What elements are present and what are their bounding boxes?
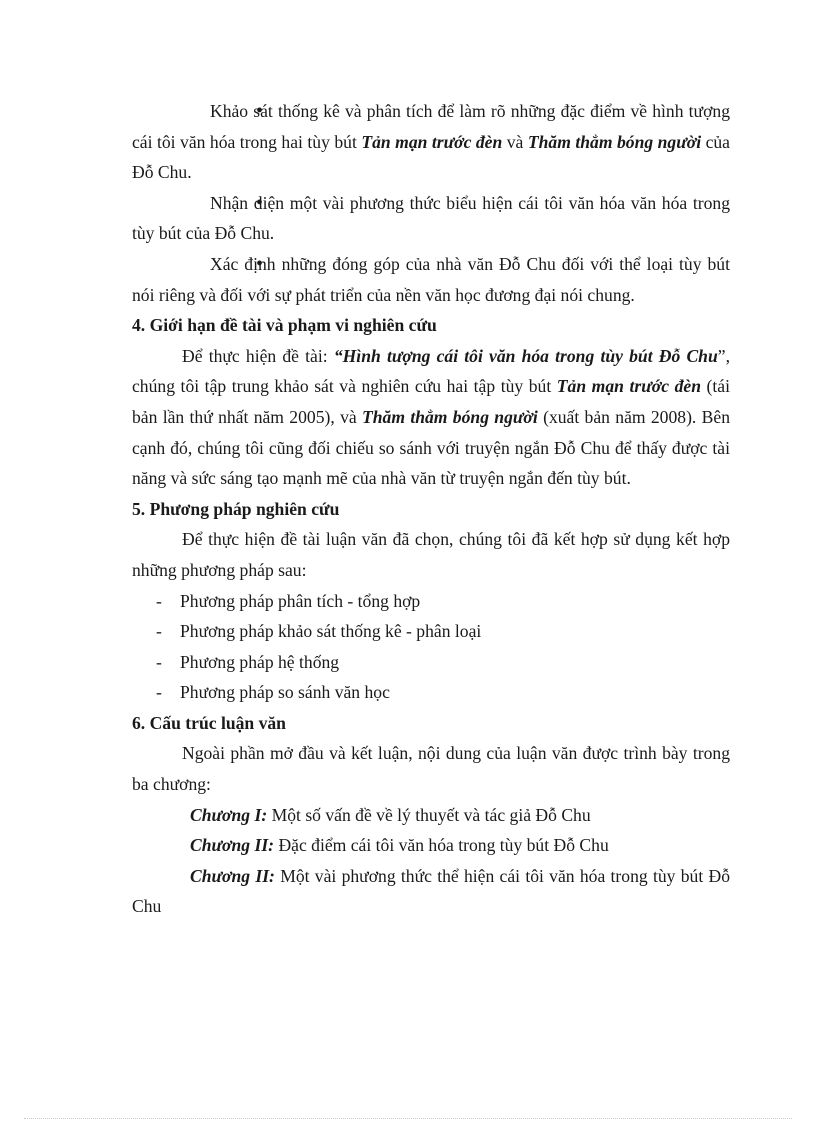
chapter-label: Chương II: — [190, 865, 275, 886]
dash-marker: - — [156, 590, 162, 611]
work-title: Tản mạn trước đèn — [556, 376, 701, 397]
work-title: Thăm thẳm bóng người — [362, 406, 538, 427]
dash-marker: - — [156, 682, 162, 703]
chapter-item: Chương II: Đặc điểm cái tôi văn hóa trong tùy bút Đỗ Chu — [190, 835, 609, 856]
method-item: - Phương pháp so sánh văn học — [132, 677, 730, 708]
chapter-item: Chương II: Một vài phương thức thể hiện cái tôi văn hóa trong tùy bút Đỗ Chu — [132, 865, 730, 917]
chapter-label: Chương I: — [190, 804, 268, 825]
bullet-item: Nhận diện một vài phương thức biểu hiện cái tôi văn hóa văn hóa trong tùy bút của Đỗ Chu. — [132, 192, 730, 244]
method-item: - Phương pháp khảo sát thống kê - phân loại — [132, 616, 730, 647]
method-item: - Phương pháp phân tích - tổng hợp — [132, 586, 730, 617]
work-title: Tản mạn trước đèn — [361, 131, 503, 152]
chapter-label: Chương II: — [190, 835, 275, 856]
dash-marker: - — [156, 651, 162, 672]
work-title: Thăm thẳm bóng người — [527, 131, 702, 152]
section-5-heading: 5. Phương pháp nghiên cứu — [132, 498, 340, 519]
section-4-paragraph: Để thực hiện đề tài: “Hình tượng cái tôi văn hóa trong tùy bút Đỗ Chu”, chúng tôi tập trung khảo sát và nghiên cứu hai tập tùy bút Tản mạn trước đèn (tái bản lần thứ nhất năm 2005), và Thăm thẳm bóng người (xuất bản năm 2008). Bên cạnh đó, chúng tôi cũng đối chiếu so sánh với truyện ngắn Đỗ Chu để thấy được tài năng và sức sáng tạo mạnh mẽ của nhà văn từ truyện ngắn đến tùy bút. — [132, 345, 730, 489]
method-item: - Phương pháp hệ thống — [132, 647, 730, 678]
page-bottom-divider — [24, 1118, 792, 1119]
section-6-intro: Ngoài phần mở đầu và kết luận, nội dung của luận văn được trình bày trong ba chương: — [132, 743, 730, 795]
section-4-heading: 4. Giới hạn đề tài và phạm vi nghiên cứu — [132, 315, 437, 336]
section-6-heading: 6. Cấu trúc luận văn — [132, 712, 286, 733]
dash-marker: - — [156, 621, 162, 642]
chapter-item: Chương I: Một số vấn đề về lý thuyết và tác giả Đỗ Chu — [190, 804, 591, 825]
thesis-title: “Hình tượng cái tôi văn hóa trong tùy bút Đỗ Chu — [333, 345, 718, 366]
bullet-item: Khảo sát thống kê và phân tích để làm rõ những đặc điểm về hình tượng cái tôi văn hóa trong hai tùy bút Tản mạn trước đèn và Thăm thẳm bóng người của Đỗ Chu. — [132, 101, 730, 183]
section-5-intro: Để thực hiện đề tài luận văn đã chọn, chúng tôi đã kết hợp sử dụng kết hợp những phương pháp sau: — [132, 529, 730, 580]
document-page — [132, 96, 730, 922]
bullet-item: Xác định những đóng góp của nhà văn Đỗ Chu đối với thể loại tùy bút nói riêng và đối với sự phát triển của nền văn học đương đại nói chung. — [132, 253, 730, 305]
